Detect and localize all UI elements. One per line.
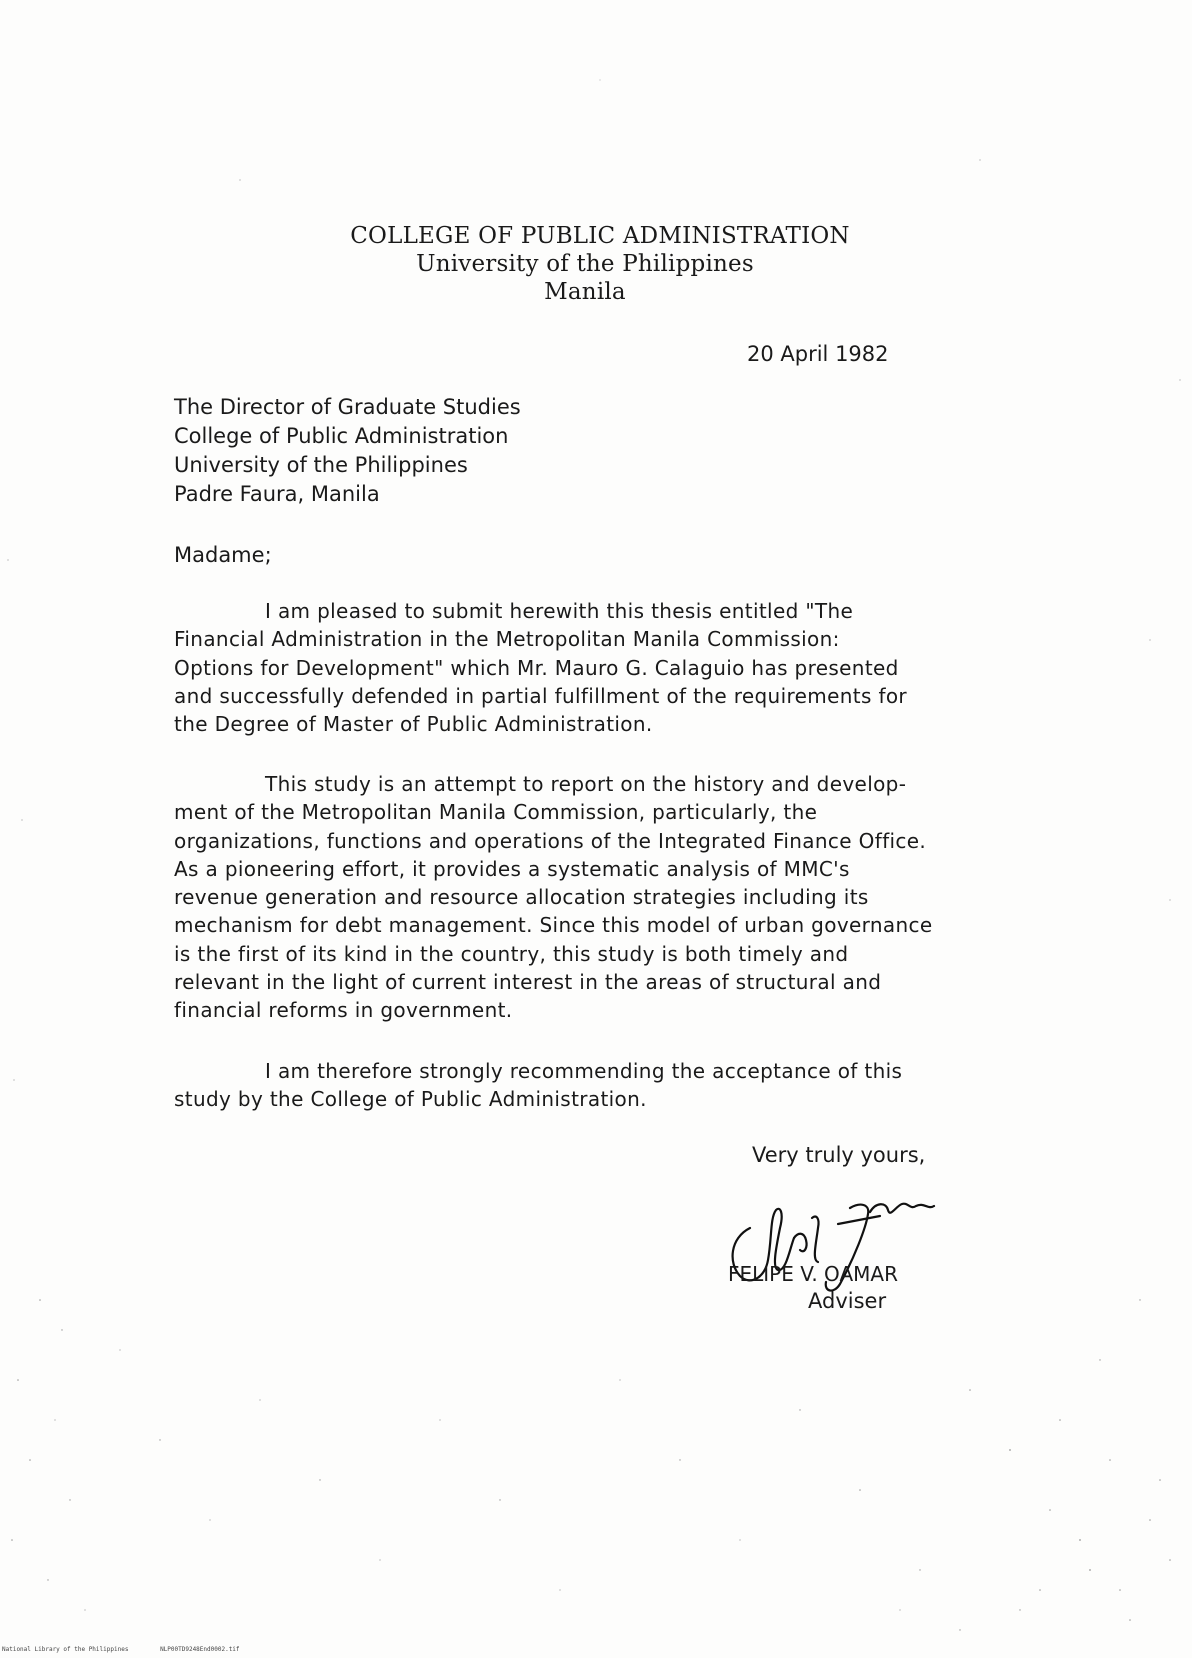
recipient-line: University of the Philippines (174, 453, 468, 477)
paragraph-line: Options for Development" which Mr. Mauro G. Calaguio has presented (174, 655, 899, 680)
paragraph-recommendation (174, 1057, 1074, 1114)
paragraph-study-description (174, 770, 1074, 1025)
letterhead (300, 222, 900, 306)
recipient-line: The Director of Graduate Studies (174, 395, 521, 419)
paragraph-line: As a pioneering effort, it provides a systematic analysis of MMC's (174, 856, 850, 881)
paragraph-line: revenue generation and resource allocation strategies including its (174, 885, 869, 910)
paragraph-line: organizations, functions and operations of the Integrated Finance Office. (174, 828, 927, 853)
letterhead-college: COLLEGE OF PUBLIC ADMINISTRATION (350, 223, 850, 249)
signer-name: FELIPE V. OAMAR (728, 1262, 898, 1286)
paragraph-line: Financial Administration in the Metropolitan Manila Commission: (174, 627, 840, 652)
recipient-address (174, 393, 521, 509)
paragraph-line: financial reforms in government. (174, 998, 513, 1023)
paragraph-line: This study is an attempt to report on the history and develop- (265, 772, 907, 796)
paragraph-line: is the first of its kind in the country, this study is both timely and (174, 941, 849, 966)
letterhead-city: Manila (544, 279, 626, 305)
letter-date: 20 April 1982 (747, 342, 889, 366)
footer-library: National Library of the Philippines (2, 1646, 129, 1653)
paragraph-line: I am pleased to submit herewith this thesis entitled "The (265, 599, 854, 623)
recipient-line: College of Public Administration (174, 424, 509, 448)
paragraph-line: and successfully defended in partial fulfillment of the requirements for (174, 683, 907, 708)
paragraph-line: mechanism for debt management. Since this model of urban governance (174, 913, 933, 938)
letterhead-university: University of the Philippines (416, 251, 754, 277)
paragraph-line: ment of the Metropolitan Manila Commission, particularly, the (174, 800, 818, 825)
footer-file-id: NLP00TD9248End0002.tif (160, 1646, 240, 1653)
complimentary-close: Very truly yours, (752, 1143, 926, 1167)
recipient-line: Padre Faura, Manila (174, 482, 380, 506)
paragraph-line: relevant in the light of current interest in the areas of structural and (174, 970, 882, 995)
paragraph-line: the Degree of Master of Public Administration. (174, 712, 653, 737)
salutation: Madame; (174, 543, 272, 567)
signer-title: Adviser (808, 1289, 887, 1313)
paragraph-line: I am therefore strongly recommending the acceptance of this (265, 1059, 903, 1083)
paragraph-submission (174, 597, 1074, 738)
scan-footer (2, 1646, 240, 1653)
paragraph-line: study by the College of Public Administration. (174, 1087, 647, 1112)
